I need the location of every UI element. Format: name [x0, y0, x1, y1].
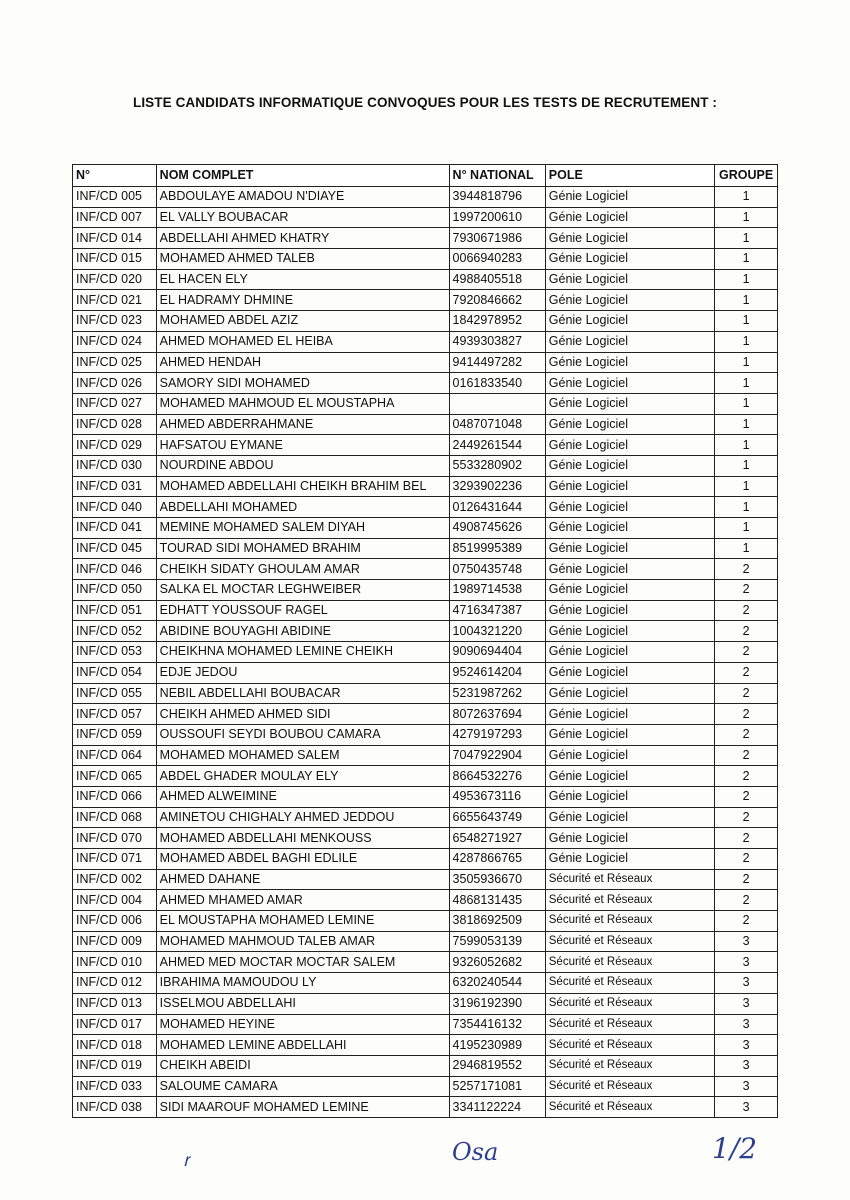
cell-numero: INF/CD 020	[73, 269, 157, 290]
table-row	[73, 228, 778, 249]
cell-numero: INF/CD 006	[73, 911, 157, 932]
cell-groupe: 1	[715, 476, 778, 497]
cell-numero-national: 9326052682	[449, 952, 545, 973]
cell-pole: Génie Logiciel	[545, 538, 714, 559]
cell-nom-complet: IBRAHIMA MAMOUDOU LY	[156, 973, 449, 994]
cell-pole: Sécurité et Réseaux	[545, 1014, 714, 1035]
cell-numero-national: 4868131435	[449, 890, 545, 911]
cell-numero-national: 7930671986	[449, 228, 545, 249]
cell-pole: Génie Logiciel	[545, 393, 714, 414]
cell-numero: INF/CD 041	[73, 518, 157, 539]
cell-pole: Génie Logiciel	[545, 518, 714, 539]
cell-groupe: 3	[715, 1097, 778, 1118]
cell-nom-complet: AHMED ALWEIMINE	[156, 786, 449, 807]
cell-pole: Génie Logiciel	[545, 476, 714, 497]
cell-nom-complet: MEMINE MOHAMED SALEM DIYAH	[156, 518, 449, 539]
cell-numero: INF/CD 065	[73, 766, 157, 787]
cell-groupe: 1	[715, 352, 778, 373]
cell-groupe: 3	[715, 993, 778, 1014]
cell-numero-national: 4287866765	[449, 849, 545, 870]
cell-numero-national: 7599053139	[449, 931, 545, 952]
cell-nom-complet: ABDELLAHI AHMED KHATRY	[156, 228, 449, 249]
cell-groupe: 2	[715, 786, 778, 807]
cell-pole: Sécurité et Réseaux	[545, 890, 714, 911]
table-row	[73, 662, 778, 683]
cell-groupe: 2	[715, 683, 778, 704]
cell-nom-complet: EDJE JEDOU	[156, 662, 449, 683]
cell-nom-complet: CHEIKHNA MOHAMED LEMINE CHEIKH	[156, 642, 449, 663]
cell-nom-complet: CHEIKH AHMED AHMED SIDI	[156, 704, 449, 725]
cell-numero-national: 9414497282	[449, 352, 545, 373]
cell-pole: Sécurité et Réseaux	[545, 869, 714, 890]
table-row	[73, 869, 778, 890]
cell-numero: INF/CD 040	[73, 497, 157, 518]
cell-groupe: 1	[715, 269, 778, 290]
cell-numero: INF/CD 007	[73, 207, 157, 228]
signature-initial-middle: Osa	[452, 1138, 499, 1166]
cell-numero: INF/CD 023	[73, 311, 157, 332]
cell-groupe: 2	[715, 559, 778, 580]
table-row	[73, 890, 778, 911]
cell-numero-national: 5231987262	[449, 683, 545, 704]
table-row	[73, 311, 778, 332]
page-title: LISTE CANDIDATS INFORMATIQUE CONVOQUES POUR LES TESTS DE RECRUTEMENT :	[132, 95, 718, 110]
table-row	[73, 352, 778, 373]
cell-numero-national: 9524614204	[449, 662, 545, 683]
cell-numero: INF/CD 054	[73, 662, 157, 683]
cell-groupe: 1	[715, 455, 778, 476]
cell-pole: Génie Logiciel	[545, 187, 714, 208]
cell-pole: Génie Logiciel	[545, 704, 714, 725]
cell-numero: INF/CD 033	[73, 1076, 157, 1097]
cell-numero: INF/CD 017	[73, 1014, 157, 1035]
cell-numero: INF/CD 052	[73, 621, 157, 642]
cell-numero: INF/CD 027	[73, 393, 157, 414]
cell-nom-complet: MOHAMED AHMED TALEB	[156, 249, 449, 270]
cell-groupe: 2	[715, 745, 778, 766]
cell-groupe: 1	[715, 187, 778, 208]
cell-pole: Génie Logiciel	[545, 662, 714, 683]
cell-nom-complet: MOHAMED ABDEL AZIZ	[156, 311, 449, 332]
cell-pole: Génie Logiciel	[545, 414, 714, 435]
cell-numero-national: 5533280902	[449, 455, 545, 476]
cell-pole: Génie Logiciel	[545, 373, 714, 394]
cell-groupe: 2	[715, 890, 778, 911]
cell-groupe: 1	[715, 331, 778, 352]
cell-numero-national: 4279197293	[449, 724, 545, 745]
cell-groupe: 2	[715, 828, 778, 849]
cell-pole: Génie Logiciel	[545, 311, 714, 332]
table-row	[73, 207, 778, 228]
cell-nom-complet: AHMED MED MOCTAR MOCTAR SALEM	[156, 952, 449, 973]
cell-numero-national: 6320240544	[449, 973, 545, 994]
table-row	[73, 249, 778, 270]
cell-numero-national: 3196192390	[449, 993, 545, 1014]
table-row	[73, 559, 778, 580]
cell-numero-national: 0126431644	[449, 497, 545, 518]
cell-numero: INF/CD 038	[73, 1097, 157, 1118]
cell-pole: Génie Logiciel	[545, 683, 714, 704]
cell-numero: INF/CD 053	[73, 642, 157, 663]
cell-nom-complet: EL HADRAMY DHMINE	[156, 290, 449, 311]
cell-numero-national: 1989714538	[449, 580, 545, 601]
cell-pole: Génie Logiciel	[545, 580, 714, 601]
cell-nom-complet: MOHAMED MAHMOUD EL MOUSTAPHA	[156, 393, 449, 414]
cell-groupe: 2	[715, 849, 778, 870]
candidates-table	[72, 164, 778, 1118]
cell-numero-national: 7047922904	[449, 745, 545, 766]
cell-groupe: 2	[715, 642, 778, 663]
table-row	[73, 1076, 778, 1097]
cell-groupe: 3	[715, 1035, 778, 1056]
cell-groupe: 2	[715, 869, 778, 890]
cell-pole: Sécurité et Réseaux	[545, 973, 714, 994]
table-row	[73, 269, 778, 290]
cell-numero-national: 3944818796	[449, 187, 545, 208]
cell-numero: INF/CD 066	[73, 786, 157, 807]
cell-numero: INF/CD 071	[73, 849, 157, 870]
table-row	[73, 290, 778, 311]
cell-numero-national: 3505936670	[449, 869, 545, 890]
cell-nom-complet: MOHAMED ABDELLAHI CHEIKH BRAHIM BEL	[156, 476, 449, 497]
cell-numero: INF/CD 045	[73, 538, 157, 559]
cell-groupe: 2	[715, 621, 778, 642]
table-row	[73, 766, 778, 787]
cell-groupe: 1	[715, 249, 778, 270]
cell-numero-national: 9090694404	[449, 642, 545, 663]
table-row	[73, 600, 778, 621]
table-row	[73, 435, 778, 456]
cell-pole: Génie Logiciel	[545, 807, 714, 828]
cell-numero: INF/CD 013	[73, 993, 157, 1014]
cell-nom-complet: AHMED HENDAH	[156, 352, 449, 373]
cell-pole: Génie Logiciel	[545, 745, 714, 766]
cell-nom-complet: AHMED DAHANE	[156, 869, 449, 890]
cell-numero-national: 4939303827	[449, 331, 545, 352]
cell-groupe: 3	[715, 952, 778, 973]
cell-nom-complet: ISSELMOU ABDELLAHI	[156, 993, 449, 1014]
cell-groupe: 1	[715, 414, 778, 435]
cell-nom-complet: SALOUME CAMARA	[156, 1076, 449, 1097]
table-body	[73, 187, 778, 1118]
cell-pole: Génie Logiciel	[545, 600, 714, 621]
table-row	[73, 497, 778, 518]
cell-pole: Génie Logiciel	[545, 724, 714, 745]
cell-nom-complet: OUSSOUFI SEYDI BOUBOU CAMARA	[156, 724, 449, 745]
cell-nom-complet: MOHAMED MAHMOUD TALEB AMAR	[156, 931, 449, 952]
cell-numero: INF/CD 064	[73, 745, 157, 766]
table-row	[73, 931, 778, 952]
cell-numero-national: 3818692509	[449, 911, 545, 932]
cell-groupe: 3	[715, 973, 778, 994]
cell-pole: Génie Logiciel	[545, 290, 714, 311]
cell-nom-complet: AHMED ABDERRAHMANE	[156, 414, 449, 435]
signature-initial-left: ꭇ	[183, 1150, 189, 1171]
table-row	[73, 518, 778, 539]
cell-numero: INF/CD 019	[73, 1055, 157, 1076]
table-row	[73, 973, 778, 994]
table-row	[73, 476, 778, 497]
cell-numero-national: 8519995389	[449, 538, 545, 559]
cell-nom-complet: EDHATT YOUSSOUF RAGEL	[156, 600, 449, 621]
cell-nom-complet: ABIDINE BOUYAGHI ABIDINE	[156, 621, 449, 642]
cell-numero-national: 4195230989	[449, 1035, 545, 1056]
cell-pole: Génie Logiciel	[545, 786, 714, 807]
cell-pole: Sécurité et Réseaux	[545, 1097, 714, 1118]
table-row	[73, 993, 778, 1014]
table-row	[73, 187, 778, 208]
cell-nom-complet: EL MOUSTAPHA MOHAMED LEMINE	[156, 911, 449, 932]
cell-nom-complet: TOURAD SIDI MOHAMED BRAHIM	[156, 538, 449, 559]
cell-pole: Sécurité et Réseaux	[545, 993, 714, 1014]
cell-numero: INF/CD 004	[73, 890, 157, 911]
cell-numero: INF/CD 005	[73, 187, 157, 208]
cell-pole: Sécurité et Réseaux	[545, 952, 714, 973]
cell-numero-national: 6548271927	[449, 828, 545, 849]
cell-pole: Sécurité et Réseaux	[545, 1055, 714, 1076]
cell-pole: Sécurité et Réseaux	[545, 931, 714, 952]
cell-groupe: 1	[715, 311, 778, 332]
cell-groupe: 1	[715, 228, 778, 249]
table-row	[73, 373, 778, 394]
cell-pole: Génie Logiciel	[545, 207, 714, 228]
cell-groupe: 2	[715, 580, 778, 601]
cell-groupe: 1	[715, 435, 778, 456]
cell-nom-complet: EL HACEN ELY	[156, 269, 449, 290]
cell-pole: Sécurité et Réseaux	[545, 1076, 714, 1097]
cell-numero: INF/CD 026	[73, 373, 157, 394]
cell-numero-national: 8072637694	[449, 704, 545, 725]
cell-pole: Génie Logiciel	[545, 435, 714, 456]
cell-numero-national: 3293902236	[449, 476, 545, 497]
table-header-row	[73, 165, 778, 187]
cell-numero: INF/CD 029	[73, 435, 157, 456]
cell-groupe: 2	[715, 766, 778, 787]
cell-numero-national	[449, 393, 545, 414]
table-row	[73, 1097, 778, 1118]
cell-numero-national: 0750435748	[449, 559, 545, 580]
table-row	[73, 1035, 778, 1056]
cell-groupe: 1	[715, 207, 778, 228]
cell-pole: Sécurité et Réseaux	[545, 911, 714, 932]
cell-pole: Génie Logiciel	[545, 642, 714, 663]
cell-nom-complet: NOURDINE ABDOU	[156, 455, 449, 476]
cell-groupe: 2	[715, 600, 778, 621]
table-row	[73, 538, 778, 559]
cell-groupe: 2	[715, 662, 778, 683]
cell-nom-complet: ABDEL GHADER MOULAY ELY	[156, 766, 449, 787]
cell-numero: INF/CD 046	[73, 559, 157, 580]
table-row	[73, 331, 778, 352]
cell-numero-national: 0161833540	[449, 373, 545, 394]
cell-nom-complet: AHMED MOHAMED EL HEIBA	[156, 331, 449, 352]
cell-groupe: 1	[715, 518, 778, 539]
cell-nom-complet: MOHAMED HEYINE	[156, 1014, 449, 1035]
cell-numero-national: 4908745626	[449, 518, 545, 539]
cell-nom-complet: EL VALLY BOUBACAR	[156, 207, 449, 228]
cell-nom-complet: CHEIKH ABEIDI	[156, 1055, 449, 1076]
cell-groupe: 3	[715, 931, 778, 952]
cell-numero-national: 0066940283	[449, 249, 545, 270]
cell-pole: Génie Logiciel	[545, 455, 714, 476]
cell-numero-national: 1997200610	[449, 207, 545, 228]
cell-groupe: 3	[715, 1014, 778, 1035]
cell-numero: INF/CD 009	[73, 931, 157, 952]
table-row	[73, 621, 778, 642]
header-pole: POLE	[545, 165, 714, 187]
page-number: 1/2	[712, 1132, 758, 1165]
cell-numero: INF/CD 031	[73, 476, 157, 497]
cell-numero: INF/CD 002	[73, 869, 157, 890]
cell-numero: INF/CD 010	[73, 952, 157, 973]
cell-pole: Génie Logiciel	[545, 849, 714, 870]
table-row	[73, 786, 778, 807]
cell-numero: INF/CD 068	[73, 807, 157, 828]
cell-nom-complet: ABDELLAHI MOHAMED	[156, 497, 449, 518]
cell-numero-national: 4953673116	[449, 786, 545, 807]
table-row	[73, 704, 778, 725]
cell-pole: Génie Logiciel	[545, 228, 714, 249]
table-row	[73, 952, 778, 973]
cell-numero: INF/CD 018	[73, 1035, 157, 1056]
table-row	[73, 1014, 778, 1035]
cell-groupe: 2	[715, 807, 778, 828]
cell-numero-national: 8664532276	[449, 766, 545, 787]
cell-nom-complet: CHEIKH SIDATY GHOULAM AMAR	[156, 559, 449, 580]
cell-numero-national: 7354416132	[449, 1014, 545, 1035]
cell-nom-complet: ABDOULAYE AMADOU N'DIAYE	[156, 187, 449, 208]
table-row	[73, 828, 778, 849]
cell-numero: INF/CD 024	[73, 331, 157, 352]
cell-nom-complet: MOHAMED MOHAMED SALEM	[156, 745, 449, 766]
cell-groupe: 3	[715, 1076, 778, 1097]
cell-numero-national: 2449261544	[449, 435, 545, 456]
cell-numero-national: 4716347387	[449, 600, 545, 621]
cell-numero: INF/CD 021	[73, 290, 157, 311]
table-row	[73, 1055, 778, 1076]
cell-numero: INF/CD 070	[73, 828, 157, 849]
table-row	[73, 393, 778, 414]
cell-groupe: 1	[715, 497, 778, 518]
cell-numero-national: 1004321220	[449, 621, 545, 642]
cell-nom-complet: NEBIL ABDELLAHI BOUBACAR	[156, 683, 449, 704]
table-row	[73, 724, 778, 745]
cell-groupe: 3	[715, 1055, 778, 1076]
cell-numero-national: 6655643749	[449, 807, 545, 828]
cell-numero-national: 5257171081	[449, 1076, 545, 1097]
header-numero-national: N° NATIONAL	[449, 165, 545, 187]
cell-pole: Génie Logiciel	[545, 621, 714, 642]
cell-numero-national: 7920846662	[449, 290, 545, 311]
cell-numero-national: 0487071048	[449, 414, 545, 435]
cell-numero: INF/CD 012	[73, 973, 157, 994]
cell-groupe: 2	[715, 911, 778, 932]
cell-groupe: 2	[715, 704, 778, 725]
cell-pole: Génie Logiciel	[545, 828, 714, 849]
cell-nom-complet: MOHAMED LEMINE ABDELLAHI	[156, 1035, 449, 1056]
cell-nom-complet: MOHAMED ABDELLAHI MENKOUSS	[156, 828, 449, 849]
cell-numero: INF/CD 014	[73, 228, 157, 249]
cell-pole: Génie Logiciel	[545, 249, 714, 270]
header-nom-complet: NOM COMPLET	[156, 165, 449, 187]
cell-pole: Génie Logiciel	[545, 559, 714, 580]
cell-pole: Sécurité et Réseaux	[545, 1035, 714, 1056]
cell-numero: INF/CD 051	[73, 600, 157, 621]
cell-nom-complet: AMINETOU CHIGHALY AHMED JEDDOU	[156, 807, 449, 828]
cell-groupe: 1	[715, 538, 778, 559]
cell-nom-complet: HAFSATOU EYMANE	[156, 435, 449, 456]
cell-nom-complet: MOHAMED ABDEL BAGHI EDLILE	[156, 849, 449, 870]
cell-pole: Génie Logiciel	[545, 497, 714, 518]
cell-numero: INF/CD 050	[73, 580, 157, 601]
cell-groupe: 1	[715, 290, 778, 311]
cell-pole: Génie Logiciel	[545, 269, 714, 290]
header-numero: N°	[73, 165, 157, 187]
cell-groupe: 1	[715, 393, 778, 414]
table-row	[73, 580, 778, 601]
table-row	[73, 414, 778, 435]
cell-numero: INF/CD 015	[73, 249, 157, 270]
cell-numero: INF/CD 055	[73, 683, 157, 704]
table-row	[73, 911, 778, 932]
cell-numero-national: 2946819552	[449, 1055, 545, 1076]
cell-numero-national: 4988405518	[449, 269, 545, 290]
cell-numero: INF/CD 057	[73, 704, 157, 725]
cell-pole: Génie Logiciel	[545, 331, 714, 352]
cell-numero: INF/CD 059	[73, 724, 157, 745]
cell-numero: INF/CD 025	[73, 352, 157, 373]
table-row	[73, 745, 778, 766]
cell-pole: Génie Logiciel	[545, 352, 714, 373]
table-row	[73, 683, 778, 704]
cell-numero: INF/CD 028	[73, 414, 157, 435]
table-row	[73, 807, 778, 828]
cell-pole: Génie Logiciel	[545, 766, 714, 787]
cell-groupe: 2	[715, 724, 778, 745]
cell-groupe: 1	[715, 373, 778, 394]
cell-nom-complet: SALKA EL MOCTAR LEGHWEIBER	[156, 580, 449, 601]
cell-nom-complet: AHMED MHAMED AMAR	[156, 890, 449, 911]
table-row	[73, 455, 778, 476]
cell-numero-national: 1842978952	[449, 311, 545, 332]
cell-nom-complet: SIDI MAAROUF MOHAMED LEMINE	[156, 1097, 449, 1118]
table-row	[73, 849, 778, 870]
header-groupe: GROUPE	[715, 165, 778, 187]
cell-numero: INF/CD 030	[73, 455, 157, 476]
cell-numero-national: 3341122224	[449, 1097, 545, 1118]
table-row	[73, 642, 778, 663]
cell-nom-complet: SAMORY SIDI MOHAMED	[156, 373, 449, 394]
